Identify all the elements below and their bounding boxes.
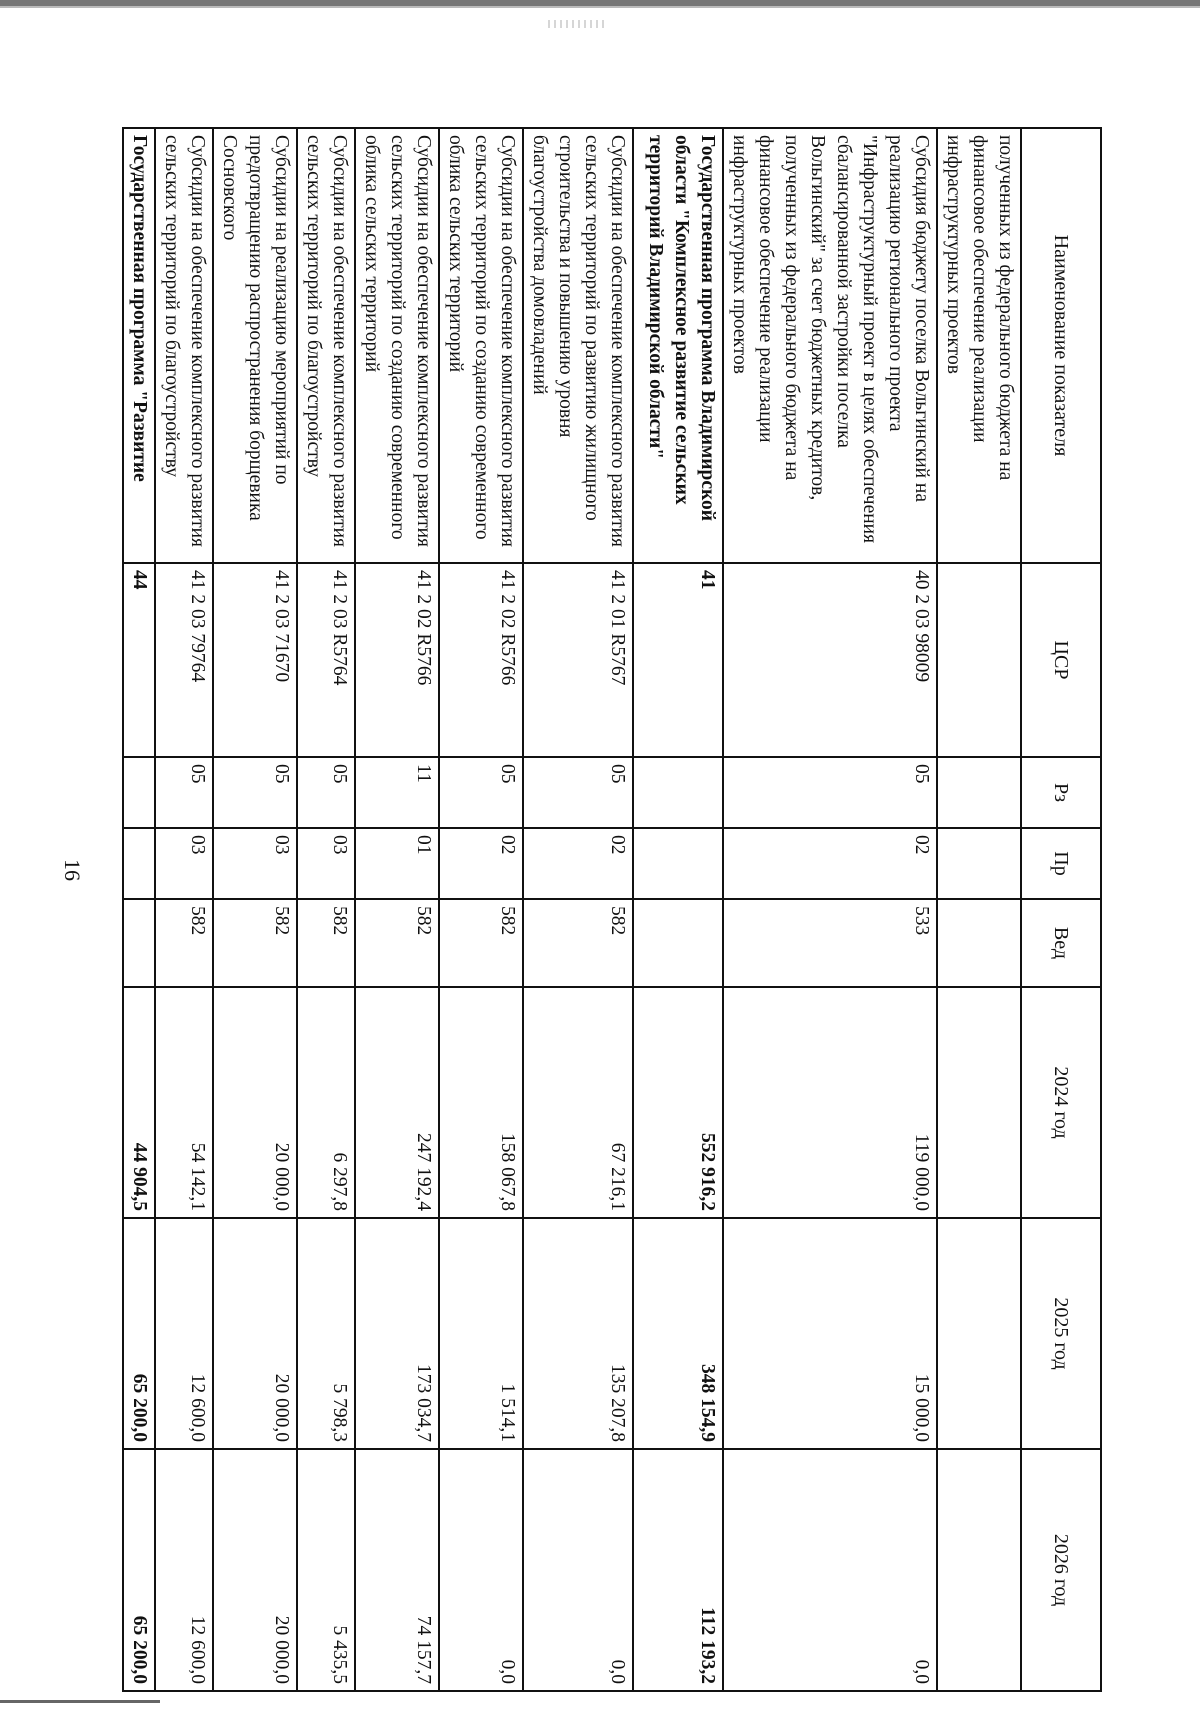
cell-rz: 11 — [355, 757, 439, 828]
table-row-program — [633, 128, 723, 1691]
cell-2026: 0,0 — [439, 1449, 523, 1691]
scan-speckle — [548, 20, 608, 28]
cell-pr — [937, 828, 1021, 899]
page-number: 16 — [60, 859, 85, 881]
cell-ved: 582 — [355, 899, 439, 987]
scan-edge-top-shadow — [0, 6, 1200, 8]
cell-csr: 41 2 02 R5766 — [355, 563, 439, 757]
cell-rz — [123, 757, 155, 828]
budget-table — [122, 127, 1102, 1692]
cell-csr: 41 2 03 R5764 — [297, 563, 355, 757]
cell-ved: 582 — [155, 899, 213, 987]
cell-rz: 05 — [723, 757, 937, 828]
rotated-table-wrapper — [129, 127, 1102, 1690]
cell-2024: 119 000,0 — [723, 987, 937, 1218]
cell-pr: 03 — [155, 828, 213, 899]
cell-rz — [937, 757, 1021, 828]
cell-csr: 41 2 03 79764 — [155, 563, 213, 757]
cell-2024 — [937, 987, 1021, 1218]
cell-name: Субсидии на обеспечение комплексного развития сельских территорий по благоустройству — [297, 128, 355, 563]
cell-2026: 0,0 — [723, 1449, 937, 1691]
cell-name: полученных из федерального бюджета на финансовое обеспечение реализации инфраструктурных проектов — [937, 128, 1021, 563]
table-row — [723, 128, 937, 1691]
header-name: Наименование показателя — [1021, 128, 1101, 563]
cell-2024: 158 067,8 — [439, 987, 523, 1218]
cell-2024: 54 142,1 — [155, 987, 213, 1218]
cell-ved: 582 — [297, 899, 355, 987]
cell-pr: 02 — [439, 828, 523, 899]
cell-2024: 6 297,8 — [297, 987, 355, 1218]
cell-2025: 15 000,0 — [723, 1218, 937, 1449]
cell-rz: 05 — [213, 757, 297, 828]
header-2025: 2025 год — [1021, 1218, 1101, 1449]
cell-ved — [937, 899, 1021, 987]
header-rz: Рз — [1021, 757, 1101, 828]
cell-2024: 20 000,0 — [213, 987, 297, 1218]
cell-pr — [123, 828, 155, 899]
table-row — [937, 128, 1021, 1691]
header-csr: ЦСР — [1021, 563, 1101, 757]
cell-2025: 20 000,0 — [213, 1218, 297, 1449]
header-ved: Вед — [1021, 899, 1101, 987]
cell-2025 — [937, 1218, 1021, 1449]
cell-rz: 05 — [439, 757, 523, 828]
cell-csr: 41 2 02 R5766 — [439, 563, 523, 757]
cell-2025: 65 200,0 — [123, 1218, 155, 1449]
table-row — [155, 128, 213, 1691]
cell-2026: 112 193,2 — [633, 1449, 723, 1691]
cell-ved: 533 — [723, 899, 937, 987]
cell-pr: 01 — [355, 828, 439, 899]
cell-name: Субсидии на обеспечение комплексного развития сельских территорий по созданию современного облика сельских территорий — [355, 128, 439, 563]
cell-2026: 65 200,0 — [123, 1449, 155, 1691]
header-pr: Пр — [1021, 828, 1101, 899]
table-row — [439, 128, 523, 1691]
cell-2025: 348 154,9 — [633, 1218, 723, 1449]
cell-2024: 67 216,1 — [523, 987, 633, 1218]
cell-csr — [937, 563, 1021, 757]
cell-pr: 03 — [213, 828, 297, 899]
cell-2026: 5 435,5 — [297, 1449, 355, 1691]
cell-2025: 135 207,8 — [523, 1218, 633, 1449]
cell-name: Государственная программа Владимирской области "Комплексное развитие сельских территорий Владимирской области" — [633, 128, 723, 563]
cell-ved: 582 — [213, 899, 297, 987]
cell-2024: 44 904,5 — [123, 987, 155, 1218]
cell-2026: 20 000,0 — [213, 1449, 297, 1691]
cell-2026: 0,0 — [523, 1449, 633, 1691]
cell-ved: 582 — [523, 899, 633, 987]
cell-name: Субсидия бюджету поселка Вольгинский на реализацию регионального проекта "Инфраструктурный проект в целях обеспечения сбалансированной застройки поселка Вольгинский" за счет бюджетных кредитов, полученных из федерального бюджета на финансовое обеспечение реализации инфраструктурных проектов — [723, 128, 937, 563]
cell-csr: 41 2 03 71670 — [213, 563, 297, 757]
scan-edge-bottom — [0, 1700, 160, 1703]
cell-rz: 05 — [297, 757, 355, 828]
cell-2025: 5 798,3 — [297, 1218, 355, 1449]
cell-ved — [633, 899, 723, 987]
table-row — [523, 128, 633, 1691]
cell-csr: 41 — [633, 563, 723, 757]
cell-ved: 582 — [439, 899, 523, 987]
cell-2026: 74 157,7 — [355, 1449, 439, 1691]
cell-2025: 12 600,0 — [155, 1218, 213, 1449]
table-row — [355, 128, 439, 1691]
cell-2024: 552 916,2 — [633, 987, 723, 1218]
table-row-program — [123, 128, 155, 1691]
cell-csr: 44 — [123, 563, 155, 757]
cell-pr: 02 — [723, 828, 937, 899]
cell-name: Субсидии на обеспечение комплексного развития сельских территорий по развитию жилищного строительства и повышению уровня благоустройства домовладений — [523, 128, 633, 563]
cell-2024: 247 192,4 — [355, 987, 439, 1218]
cell-rz — [633, 757, 723, 828]
cell-pr — [633, 828, 723, 899]
cell-rz: 05 — [155, 757, 213, 828]
cell-ved — [123, 899, 155, 987]
cell-csr: 41 2 01 R5767 — [523, 563, 633, 757]
cell-pr: 02 — [523, 828, 633, 899]
table-row — [297, 128, 355, 1691]
cell-2026 — [937, 1449, 1021, 1691]
header-2026: 2026 год — [1021, 1449, 1101, 1691]
cell-rz: 05 — [523, 757, 633, 828]
cell-name: Субсидии на обеспечение комплексного развития сельских территорий по созданию современного облика сельских территорий — [439, 128, 523, 563]
table-header-row — [1021, 128, 1101, 1691]
cell-name: Субсидии на обеспечение комплексного развития сельских территорий по благоустройству — [155, 128, 213, 563]
cell-2025: 1 514,1 — [439, 1218, 523, 1449]
cell-pr: 03 — [297, 828, 355, 899]
cell-2026: 12 600,0 — [155, 1449, 213, 1691]
cell-name: Субсидии на реализацию мероприятий по предотвращению распространения борщевика Сосновского — [213, 128, 297, 563]
cell-name: Государственная программа "Развитие — [123, 128, 155, 563]
header-2024: 2024 год — [1021, 987, 1101, 1218]
cell-2025: 173 034,7 — [355, 1218, 439, 1449]
table-row — [213, 128, 297, 1691]
cell-csr: 40 2 03 98009 — [723, 563, 937, 757]
